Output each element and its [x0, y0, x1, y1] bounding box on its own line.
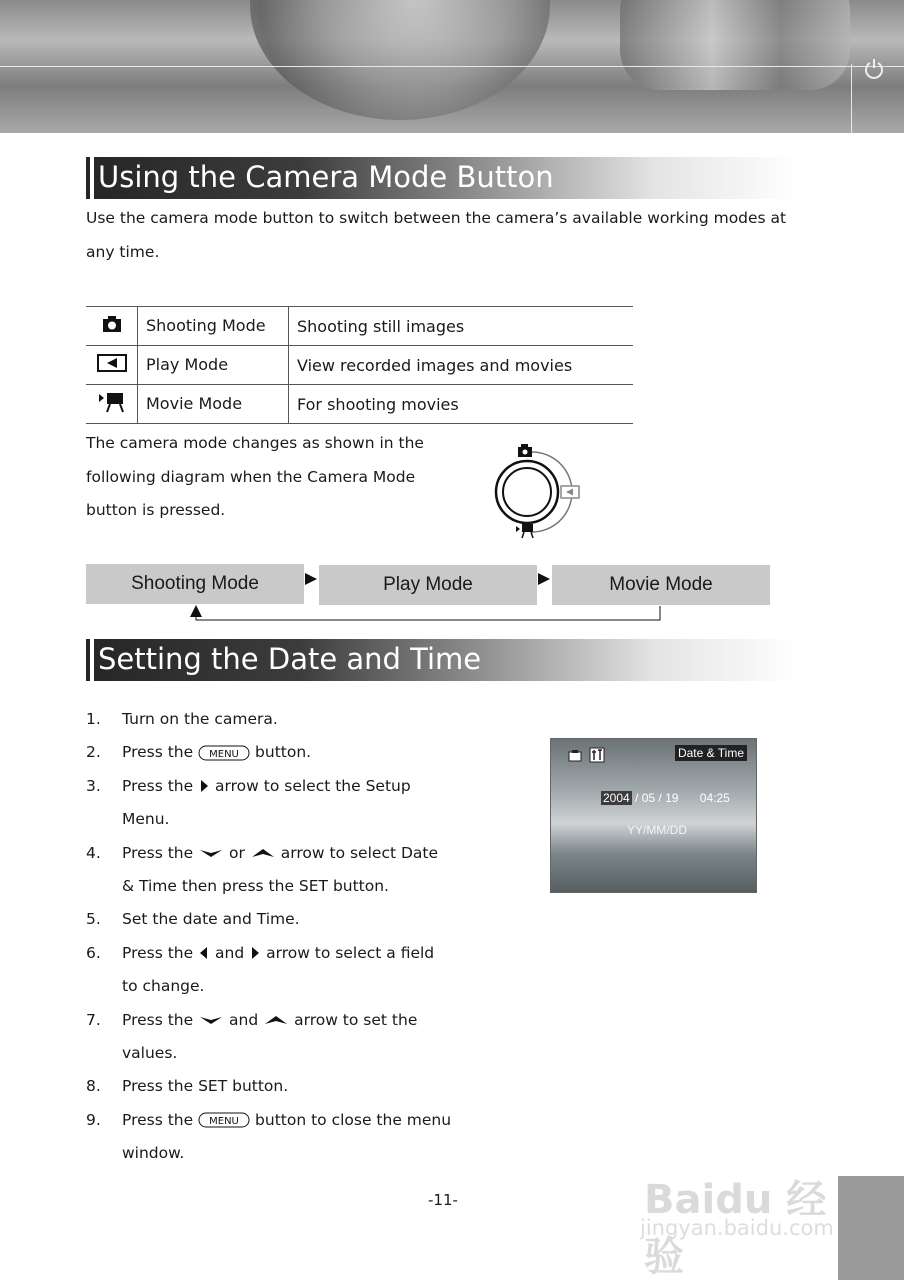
- table-row: [86, 385, 633, 424]
- header-banner: [0, 0, 904, 133]
- flow-arrows: [180, 568, 680, 624]
- movie-icon: [97, 391, 127, 413]
- table-row: [86, 307, 633, 346]
- step-text: or: [229, 843, 245, 862]
- mode-dial-diagram: [488, 440, 588, 542]
- steps-list: [86, 703, 486, 1171]
- step-text: Press the: [122, 743, 194, 762]
- watermark-text: Baidu 经验: [644, 1177, 827, 1280]
- lcd-year-field: 2004: [603, 791, 630, 805]
- step-text: arrow to select Date: [280, 843, 439, 862]
- dial-movie-icon: [516, 524, 533, 538]
- flow-box-shooting: Shooting Mode: [86, 564, 304, 604]
- menu-button-icon: [198, 745, 250, 761]
- flow-box-play: Play Mode: [319, 565, 537, 605]
- table-row: [86, 346, 633, 385]
- list-item: [86, 770, 486, 837]
- arrow-right-icon: [198, 778, 210, 794]
- intro-paragraph: [86, 202, 826, 269]
- step-text: and: [215, 943, 245, 962]
- modes-table: [86, 306, 633, 424]
- camera-icon: [101, 314, 123, 334]
- table-cell-mode-name: Movie Mode: [138, 385, 289, 424]
- setup-tools-icon: [589, 747, 605, 763]
- lcd-date-format: YY/MM/DD: [627, 823, 687, 837]
- section-title-text: Using the Camera Mode Button: [98, 160, 554, 194]
- menu-label: MENU: [209, 748, 239, 760]
- step-number: 2.: [86, 743, 101, 762]
- step-text: values.: [122, 1044, 178, 1063]
- table-cell-icon: [86, 346, 138, 385]
- banner-divider-vertical: [851, 64, 852, 133]
- step-number: 5.: [86, 910, 101, 929]
- step-number: 9.: [86, 1110, 101, 1129]
- step-text: Press the: [122, 1010, 194, 1029]
- section-title-text: Setting the Date and Time: [98, 642, 482, 676]
- list-item: [86, 1004, 486, 1071]
- step-text: arrow to select a field: [266, 943, 435, 962]
- arrow-up-icon: [190, 605, 202, 617]
- arrow-right-icon: [305, 573, 317, 585]
- arrow-up-icon: [263, 1014, 289, 1026]
- dial-camera-icon: [518, 444, 532, 457]
- list-item: [86, 837, 486, 904]
- step-text: Turn on the camera.: [122, 710, 278, 728]
- step-text: Menu.: [122, 810, 170, 829]
- table-cell-icon: [86, 385, 138, 424]
- step-number: 4.: [86, 843, 101, 862]
- menu-button-icon: [198, 1112, 250, 1128]
- table-cell-mode-desc: For shooting movies: [289, 385, 634, 424]
- banner-divider: [0, 66, 904, 67]
- step-text: & Time then press the SET button.: [122, 877, 389, 896]
- step-text: Press the: [122, 1110, 194, 1129]
- diagram-description: [86, 427, 466, 528]
- camera-dial-graphic: [620, 0, 850, 90]
- step-text: button.: [255, 743, 312, 762]
- list-item: [86, 1070, 486, 1103]
- step-number: 7.: [86, 1010, 101, 1029]
- intro-line-1: Use the camera mode button to switch between the camera’s available working modes at: [86, 209, 787, 227]
- play-icon: [97, 353, 127, 373]
- page-number: -11-: [428, 1191, 458, 1209]
- step-number: 1.: [86, 710, 101, 728]
- table-cell-mode-desc: Shooting still images: [289, 307, 634, 346]
- dial-play-icon: [561, 486, 579, 498]
- watermark: [640, 1150, 850, 1280]
- section-title-camera-mode: [86, 157, 798, 199]
- menu-label: MENU: [209, 1116, 239, 1128]
- flow-box-movie: Movie Mode: [552, 565, 770, 605]
- step-text: Press the: [122, 776, 194, 795]
- step-text: Press the SET button.: [122, 1077, 289, 1096]
- arrow-right-icon: [538, 573, 550, 585]
- lcd-title: Date & Time: [675, 745, 747, 761]
- dial-inner-ring: [503, 468, 551, 516]
- section-title-date-time: [86, 639, 798, 681]
- lcd-date-rest: / 05 / 19: [635, 791, 679, 805]
- list-item: [86, 903, 486, 936]
- step-text: arrow to set the: [294, 1010, 418, 1029]
- step-number: 6.: [86, 943, 101, 962]
- intro-line-2: any time.: [86, 242, 160, 261]
- diagram-line-2: following diagram when the Camera Mode: [86, 467, 416, 486]
- arrow-down-icon: [198, 847, 224, 859]
- step-text: and: [229, 1010, 259, 1029]
- step-text: arrow to select the Setup: [215, 776, 411, 795]
- list-item: [86, 1104, 486, 1171]
- lcd-date-row: [601, 791, 730, 805]
- lcd-time: 04:25: [699, 791, 730, 805]
- arrow-up-icon: [250, 847, 276, 859]
- step-text: Press the: [122, 943, 194, 962]
- step-text: button to close the menu: [255, 1110, 452, 1129]
- camera-icon: [568, 748, 582, 762]
- arrow-left-icon: [198, 945, 210, 961]
- diagram-line-1: The camera mode changes as shown in the: [86, 434, 424, 452]
- arrow-down-icon: [198, 1014, 224, 1026]
- step-number: 3.: [86, 776, 101, 795]
- step-text: window.: [122, 1144, 185, 1163]
- list-item: [86, 736, 486, 769]
- title-accent: [90, 639, 94, 681]
- step-text: to change.: [122, 977, 205, 996]
- table-cell-mode-name: Play Mode: [138, 346, 289, 385]
- step-text: Set the date and Time.: [122, 910, 300, 929]
- diagram-line-3: button is pressed.: [86, 501, 226, 519]
- arrow-right-icon: [249, 945, 261, 961]
- list-item: [86, 703, 486, 736]
- return-line: [196, 606, 660, 620]
- table-cell-icon: [86, 307, 138, 346]
- camera-lens-graphic: [250, 0, 550, 120]
- table-cell-mode-name: Shooting Mode: [138, 307, 289, 346]
- lcd-screen-preview: [550, 738, 757, 893]
- step-text: Press the: [122, 843, 194, 862]
- watermark-url: jingyan.baidu.com: [640, 1216, 834, 1240]
- list-item: [86, 937, 486, 1004]
- title-accent: [90, 157, 94, 199]
- table-cell-mode-desc: View recorded images and movies: [289, 346, 634, 385]
- power-icon: [863, 58, 885, 80]
- step-number: 8.: [86, 1077, 101, 1096]
